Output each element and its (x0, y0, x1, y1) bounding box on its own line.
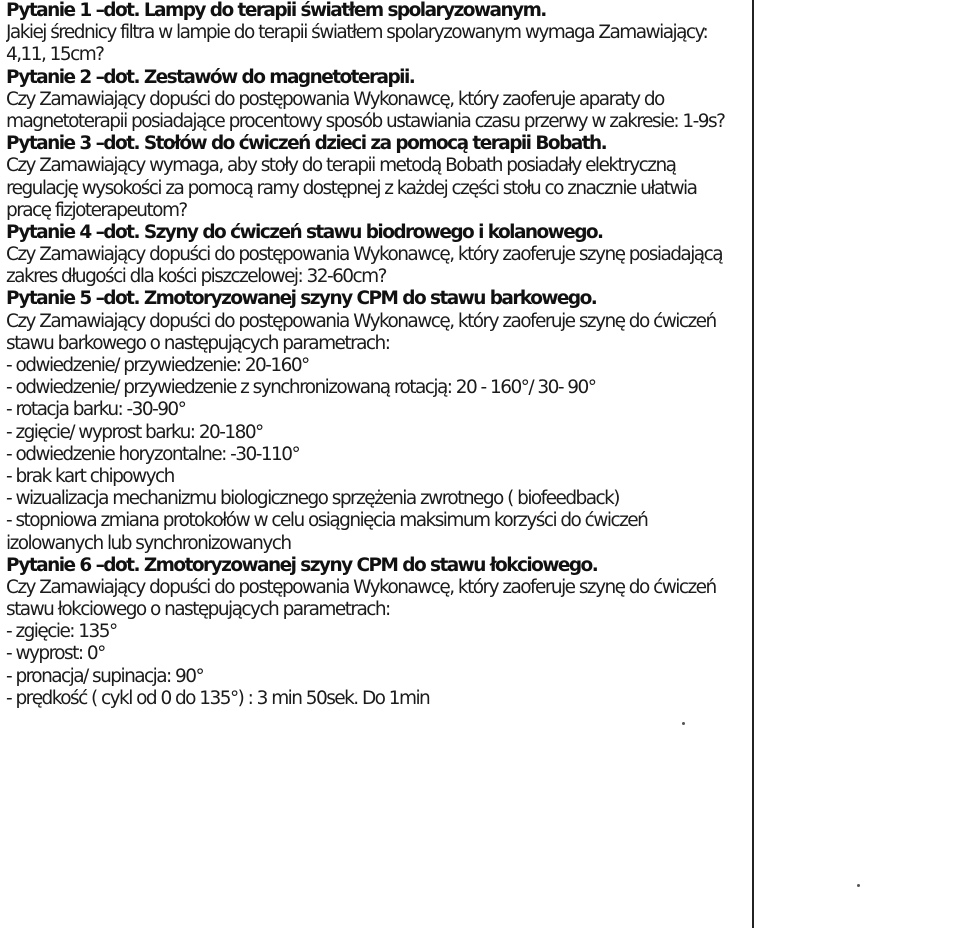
document-line: - wizualizacja mechanizmu biologicznego sprzężenia zwrotnego ( biofeedback) (6, 488, 619, 510)
document-line: - stopniowa zmiana protokołów w celu osiągnięcia maksimum korzyści do ćwiczeń (6, 510, 648, 532)
document-line: - zgięcie: 135° (6, 621, 117, 643)
document-line: zakres długości dla kości piszczelowej: 32-60cm? (6, 266, 386, 288)
document-line: - odwiedzenie/ przywiedzenie z synchronizowaną rotacją: 20 - 160°/ 30- 90° (6, 377, 596, 399)
document-line: - brak kart chipowych (6, 465, 174, 487)
question-heading: Pytanie 4 –dot. Szyny do ćwiczeń stawu biodrowego i kolanowego. (6, 221, 603, 243)
document-line: stawu łokciowego o następujących parametrach: (6, 599, 390, 621)
document-line: - zgięcie/ wyprost barku: 20-180° (6, 421, 263, 443)
document-line: - prędkość ( cykl od 0 do 135°) : 3 min 50sek. Do 1min (6, 687, 430, 709)
scanned-document-page (6, 0, 954, 928)
document-line: stawu barkowego o następujących parametrach: (6, 332, 390, 354)
scan-speck (857, 884, 860, 887)
document-line: - rotacja barku: -30-90° (6, 399, 186, 421)
scan-speck (682, 722, 685, 725)
document-line: pracę fizjoterapeutom? (6, 199, 187, 221)
document-line: Czy Zamawiający dopuści do postępowania Wykonawcę, który zaoferuje szynę do ćwiczeń (6, 576, 716, 598)
question-heading: Pytanie 3 –dot. Stołów do ćwiczeń dzieci za pomocą terapii Bobath. (6, 133, 607, 155)
document-line: Jakiej średnicy filtra w lampie do terapii światłem spolaryzowanym wymaga Zamawiający: (6, 22, 708, 44)
document-line: - wyprost: 0° (6, 643, 105, 665)
document-line: Czy Zamawiający wymaga, aby stoły do terapii metodą Bobath posiadały elektryczną (6, 155, 676, 177)
scan-vertical-line-artifact (752, 0, 754, 928)
document-line: 4,11, 15cm? (6, 44, 104, 66)
document-line: Czy Zamawiający dopuści do postępowania Wykonawcę, który zaoferuje szynę do ćwiczeń (6, 310, 716, 332)
document-line: - odwiedzenie horyzontalne: -30-110° (6, 443, 300, 465)
document-line: regulację wysokości za pomocą ramy dostępnej z każdej części stołu co znacznie ułatwia (6, 177, 697, 199)
document-line: Czy Zamawiający dopuści do postępowania Wykonawcę, który zaoferuje szynę posiadającą (6, 244, 722, 266)
document-line: magnetoterapii posiadające procentowy sposób ustawiania czasu przerwy w zakresie: 1-9s? (6, 110, 725, 132)
question-heading: Pytanie 5 –dot. Zmotoryzowanej szyny CPM do stawu barkowego. (6, 288, 597, 310)
question-heading: Pytanie 1 –dot. Lampy do terapii światłem spolaryzowanym. (6, 0, 546, 21)
document-text-body (6, 0, 954, 710)
document-line: - odwiedzenie/ przywiedzenie: 20-160° (6, 355, 309, 376)
question-heading: Pytanie 6 –dot. Zmotoryzowanej szyny CPM do stawu łokciowego. (6, 554, 598, 576)
question-heading: Pytanie 2 –dot. Zestawów do magnetoterapii. (6, 66, 415, 88)
document-line: Czy Zamawiający dopuści do postępowania Wykonawcę, który zaoferuje aparaty do (6, 88, 664, 110)
document-line: - pronacja/ supinacja: 90° (6, 665, 204, 687)
document-line: izolowanych lub synchronizowanych (6, 532, 291, 554)
